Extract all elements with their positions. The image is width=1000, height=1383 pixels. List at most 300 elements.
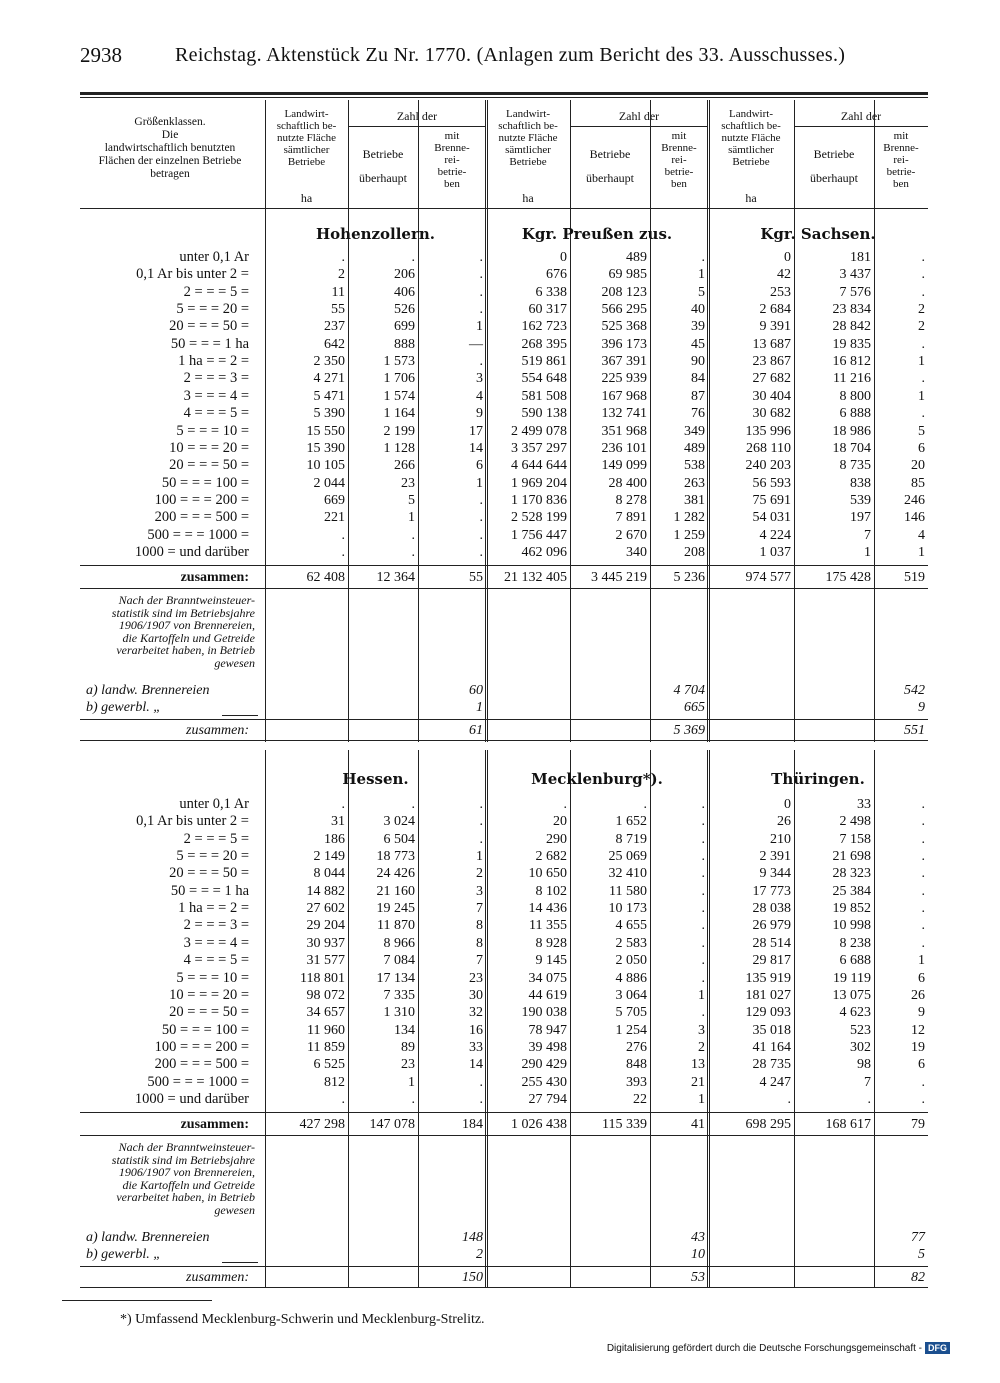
cell-area: 181 027 (745, 987, 791, 1003)
note-total-label: zusammen: (186, 1270, 249, 1286)
cell-area: 29 817 (752, 953, 791, 969)
cell-area: 642 (324, 336, 345, 352)
cell-betr: 89 (401, 1039, 415, 1055)
cell-brenn: 349 (684, 423, 705, 439)
note-total-label: zusammen: (186, 723, 249, 739)
section-bottom-rule-0 (80, 740, 928, 741)
cell-area: 28 735 (752, 1057, 791, 1073)
cell-betr: 276 (626, 1039, 647, 1055)
cell-brenn: . (479, 354, 483, 370)
cell-area: 35 018 (752, 1022, 791, 1038)
cell-betr: 8 735 (839, 458, 871, 474)
cell-betr: 149 099 (601, 458, 647, 474)
sum-betr: 115 339 (602, 1117, 647, 1133)
cell-brenn: 1 (698, 987, 705, 1003)
cell-area: 0 (560, 250, 567, 265)
cell-betr: 526 (394, 302, 415, 318)
cell-area: 60 317 (528, 302, 567, 318)
cell-brenn: 489 (684, 440, 705, 456)
cell-betr: 132 741 (601, 406, 647, 422)
cell-area: 1 756 447 (511, 527, 567, 543)
row-label: 20 = = = 50 = (169, 457, 249, 474)
cell-betr: 2 670 (615, 527, 647, 543)
cell-area: 221 (324, 510, 345, 526)
cell-betr: 13 075 (832, 987, 871, 1003)
header-bottom-rule (80, 208, 928, 209)
cell-area: 1 037 (759, 544, 791, 560)
cell-brenn: 6 (918, 440, 925, 456)
brennerei-a: 77 (911, 1230, 925, 1246)
cell-betr: 2 583 (615, 935, 647, 951)
cell-area: 11 960 (307, 1022, 345, 1038)
row-label: 1000 = und darüber (134, 1090, 249, 1107)
cell-betr: 33 (857, 797, 871, 812)
cell-brenn: . (479, 267, 483, 283)
note-a-label: a) landw. Brennereien (86, 1230, 210, 1246)
cell-brenn: . (701, 831, 705, 847)
cell-area: 676 (546, 267, 567, 283)
header-zahl-rule-1 (570, 126, 708, 127)
cell-area: . (787, 1091, 791, 1107)
cell-brenn: 40 (691, 302, 705, 318)
sum-area: 1 026 438 (511, 1117, 567, 1133)
cell-area: 17 773 (752, 883, 791, 899)
cell-brenn: . (701, 970, 705, 986)
cell-brenn: . (921, 797, 925, 812)
cell-betr: 236 101 (601, 440, 647, 456)
top-rule (80, 92, 928, 95)
sum-brenn: 519 (904, 570, 925, 586)
cell-betr: 208 123 (601, 284, 647, 300)
cell-betr: 1 652 (615, 814, 647, 830)
header-brenn-2: mit Brenne- rei- betrie- ben (883, 130, 919, 190)
cell-betr: 18 773 (376, 849, 415, 865)
brennerei-total: 61 (469, 723, 483, 739)
cell-brenn: . (479, 302, 483, 318)
brennerei-a: 43 (691, 1230, 705, 1246)
cell-area: 23 867 (752, 354, 791, 370)
cell-betr: 206 (394, 267, 415, 283)
cell-betr: 2 199 (383, 423, 415, 439)
cell-betr: 1 573 (383, 354, 415, 370)
cell-betr: 1 706 (383, 371, 415, 387)
row-label: 4 = = = 5 = (183, 952, 249, 969)
cell-brenn: . (921, 849, 925, 865)
cell-betr: 19 852 (832, 901, 871, 917)
cell-betr: 69 985 (608, 267, 647, 283)
cell-betr: 1 (408, 1074, 415, 1090)
brennerei-a: 542 (904, 683, 925, 699)
cell-brenn: 14 (469, 440, 483, 456)
cell-area: 2 528 199 (511, 510, 567, 526)
row-label: 0,1 Ar bis unter 2 = (136, 813, 249, 830)
header-area-1: Landwirt- schaftlich be- nutzte Fläche sämtlicher Betriebe (498, 108, 558, 168)
brennerei-b: 9 (918, 700, 925, 716)
cell-area: 31 577 (306, 953, 345, 969)
header-area-unit-2: ha (745, 191, 757, 205)
cell-brenn: 16 (469, 1022, 483, 1038)
cell-brenn: 23 (469, 970, 483, 986)
cell-brenn: 21 (691, 1074, 705, 1090)
cell-brenn: . (701, 883, 705, 899)
cell-area: 27 682 (752, 371, 791, 387)
cell-brenn: 20 (911, 458, 925, 474)
cell-area: 4 247 (759, 1074, 791, 1090)
cell-betr: 3 024 (383, 814, 415, 830)
row-label: 4 = = = 5 = (183, 405, 249, 422)
cell-betr: 367 391 (601, 354, 647, 370)
cell-brenn: . (921, 1091, 925, 1107)
cell-brenn: 17 (469, 423, 483, 439)
cell-area: 31 (331, 814, 345, 830)
cell-area: 162 723 (521, 319, 567, 335)
cell-area: 26 (777, 814, 791, 830)
cell-area: 27 602 (306, 901, 345, 917)
footnote-rule (62, 1300, 212, 1301)
cell-betr: 888 (394, 336, 415, 352)
cell-brenn: 381 (684, 492, 705, 508)
sum-label: zusammen: (180, 1117, 249, 1133)
digitization-notice (607, 1342, 950, 1354)
cell-brenn: 1 (918, 544, 925, 560)
row-label: 200 = = = 500 = (154, 1056, 249, 1073)
cell-area: 669 (324, 492, 345, 508)
row-label: 3 = = = 4 = (183, 387, 249, 404)
cell-brenn: . (479, 544, 483, 560)
cell-betr: 11 216 (833, 371, 871, 387)
cell-brenn: . (701, 918, 705, 934)
dfg-logo: DFG (925, 1342, 950, 1354)
cell-betr: 22 (633, 1091, 647, 1107)
row-label: 2 = = = 3 = (183, 917, 249, 934)
sum-brenn: 79 (911, 1117, 925, 1133)
cell-betr: 1 (864, 544, 871, 560)
cell-area: 11 355 (529, 918, 567, 934)
cell-betr: 28 400 (608, 475, 647, 491)
sum-brenn: 55 (469, 570, 483, 586)
note-total-rule-1 (80, 1266, 928, 1267)
page-header (80, 40, 940, 70)
section-bottom-rule-1 (80, 1287, 928, 1288)
row-label: 50 = = = 100 = (161, 474, 249, 491)
note-b-rule-1 (222, 1262, 258, 1263)
cell-betr: 7 335 (383, 987, 415, 1003)
cell-betr: 5 705 (615, 1005, 647, 1021)
cell-brenn: . (921, 267, 925, 283)
cell-brenn: 5 (918, 423, 925, 439)
cell-brenn: . (921, 250, 925, 265)
cell-area: 2 350 (313, 354, 345, 370)
cell-betr: 1 (408, 510, 415, 526)
row-label: 1 ha = = 2 = (178, 353, 249, 370)
cell-area: 15 550 (306, 423, 345, 439)
cell-betr: 18 986 (832, 423, 871, 439)
cell-betr: 266 (394, 458, 415, 474)
section-title-0-0: Hohenzollern. (315, 225, 436, 243)
cell-betr: 134 (394, 1022, 415, 1038)
cell-area: 519 861 (521, 354, 567, 370)
cell-area: 9 391 (759, 319, 791, 335)
cell-brenn: . (479, 1074, 483, 1090)
cell-brenn: 85 (911, 475, 925, 491)
cell-betr: 4 623 (839, 1005, 871, 1021)
page-number: 2938 (80, 43, 122, 67)
header-area-2: Landwirt- schaftlich be- nutzte Fläche sämtlicher Betriebe (721, 108, 781, 168)
header-size-classes: Größenklassen. Die landwirtschaftlich benutzten Flächen der einzelnen Betriebe betragen (98, 116, 242, 180)
row-label: 50 = = = 1 ha (170, 335, 249, 352)
cell-betr: 302 (850, 1039, 871, 1055)
cell-brenn: 33 (469, 1039, 483, 1055)
cell-brenn: 1 (476, 849, 483, 865)
cell-area: 462 096 (521, 544, 567, 560)
sum-betr: 12 364 (376, 570, 415, 586)
cell-betr: 2 498 (839, 814, 871, 830)
cell-betr: 2 050 (615, 953, 647, 969)
cell-area: 590 138 (521, 406, 567, 422)
cell-betr: 1 310 (383, 1005, 415, 1021)
cell-area: 255 430 (521, 1074, 567, 1090)
cell-area: 290 429 (521, 1057, 567, 1073)
cell-area: 1 969 204 (511, 475, 567, 491)
sum-area: 698 295 (745, 1117, 791, 1133)
cell-area: 6 525 (313, 1057, 345, 1073)
cell-betr: 1 574 (383, 388, 415, 404)
cell-brenn: . (921, 371, 925, 387)
cell-betr: 25 069 (608, 849, 647, 865)
cell-area: 30 682 (752, 406, 791, 422)
cell-brenn: . (921, 935, 925, 951)
cell-area: 30 404 (752, 388, 791, 404)
header-betriebe-1: Betriebe überhaupt (586, 147, 634, 185)
cell-area: 13 687 (752, 336, 791, 352)
cell-brenn: . (921, 918, 925, 934)
sum-area: 427 298 (299, 1117, 345, 1133)
cell-area: 268 395 (521, 336, 567, 352)
cell-area: 554 648 (521, 371, 567, 387)
cell-area: 41 164 (752, 1039, 791, 1055)
cell-brenn: . (701, 935, 705, 951)
row-label: 10 = = = 20 = (169, 439, 249, 456)
cell-brenn: — (469, 336, 483, 352)
cell-betr: . (411, 250, 415, 265)
cell-brenn: . (479, 831, 483, 847)
cell-area: 3 357 297 (511, 440, 567, 456)
cell-area: 2 044 (313, 475, 345, 491)
row-label: 5 = = = 20 = (176, 848, 249, 865)
cell-area: 34 657 (306, 1005, 345, 1021)
cell-betr: 21 160 (376, 883, 415, 899)
cell-area: 44 619 (528, 987, 567, 1003)
cell-brenn: 208 (684, 544, 705, 560)
cell-betr: 8 238 (839, 935, 871, 951)
cell-area: 1 170 836 (511, 492, 567, 508)
cell-betr: 340 (626, 544, 647, 560)
digitization-text: Digitalisierung gefördert durch die Deutsche Forschungsgemeinschaft - (606, 1343, 922, 1354)
cell-betr: 1 164 (383, 406, 415, 422)
cell-betr: 19 245 (376, 901, 415, 917)
sum-betr: 168 617 (825, 1117, 871, 1133)
cell-betr: 181 (850, 250, 871, 265)
row-label: unter 0,1 Ar (179, 796, 249, 812)
cell-betr: 8 719 (615, 831, 647, 847)
cell-brenn: 9 (918, 1005, 925, 1021)
cell-brenn: 263 (684, 475, 705, 491)
cell-betr: 24 426 (376, 866, 415, 882)
cell-area: 135 919 (745, 970, 791, 986)
cell-betr: 8 800 (839, 388, 871, 404)
sum-label: zusammen: (180, 570, 249, 586)
cell-area: 0 (784, 250, 791, 265)
cell-area: 190 038 (521, 1005, 567, 1021)
cell-brenn: 26 (911, 987, 925, 1003)
cell-betr: 3 437 (839, 267, 871, 283)
cell-area: 240 203 (745, 458, 791, 474)
cell-betr: 7 (864, 527, 871, 543)
cell-betr: 396 173 (601, 336, 647, 352)
cell-brenn: 3 (476, 883, 483, 899)
cell-area: 812 (324, 1074, 345, 1090)
cell-betr: 6 688 (839, 953, 871, 969)
cell-brenn: 1 (698, 267, 705, 283)
cell-betr: 539 (850, 492, 871, 508)
cell-brenn: 1 (918, 354, 925, 370)
row-label: 10 = = = 20 = (169, 986, 249, 1003)
cell-brenn: 8 (476, 918, 483, 934)
cell-brenn: 87 (691, 388, 705, 404)
cell-brenn: 1 (918, 953, 925, 969)
brennerei-total: 150 (462, 1270, 483, 1286)
sum-brenn: 184 (462, 1117, 483, 1133)
row-label: 100 = = = 200 = (154, 1038, 249, 1055)
brennerei-note: Nach der Branntweinsteuer- statistik sind im Betriebsjahre 1906/1907 von Brennereien, die Kartoffeln und Getreide verarbeitet haben, in Betrieb gewesen (111, 1140, 255, 1217)
page-title: Reichstag. Aktenstück Zu Nr. 1770. (Anlagen zum Bericht des 33. Ausschusses.) (175, 44, 846, 66)
cell-betr: 8 278 (615, 492, 647, 508)
cell-area: 0 (784, 797, 791, 812)
cell-betr: 838 (850, 475, 871, 491)
header-area-unit-0: ha (300, 191, 313, 205)
cell-area: 8 102 (535, 883, 567, 899)
cell-brenn: 19 (911, 1039, 925, 1055)
cell-area: 135 996 (745, 423, 791, 439)
cell-brenn: 3 (698, 1022, 705, 1038)
cell-area: . (341, 527, 345, 543)
cell-brenn: 39 (691, 319, 705, 335)
cell-brenn: 45 (691, 336, 705, 352)
cell-area: 237 (324, 319, 345, 335)
cell-area: 39 498 (528, 1039, 567, 1055)
cell-area: 28 038 (752, 901, 791, 917)
cell-area: 6 338 (535, 284, 567, 300)
cell-betr: 1 128 (383, 440, 415, 456)
cell-area: 29 204 (306, 918, 345, 934)
row-label: 1000 = und darüber (134, 543, 249, 560)
cell-area: 28 514 (752, 935, 791, 951)
section-title-0-2: Kgr. Sachsen. (760, 225, 876, 243)
cell-brenn: . (921, 336, 925, 352)
brennerei-a: 4 704 (673, 683, 705, 699)
cell-brenn: 246 (904, 492, 925, 508)
cell-brenn: . (701, 1005, 705, 1021)
row-label: 2 = = = 3 = (183, 370, 249, 387)
cell-area: 11 (331, 284, 345, 300)
cell-betr: 10 998 (832, 918, 871, 934)
cell-brenn: . (479, 814, 483, 830)
cell-betr: 6 888 (839, 406, 871, 422)
row-label: 20 = = = 50 = (169, 318, 249, 335)
cell-brenn: . (479, 250, 483, 265)
brennerei-b: 665 (684, 700, 705, 716)
cell-area: 4 271 (313, 371, 345, 387)
cell-area: 9 344 (759, 866, 791, 882)
brennerei-a: 60 (469, 683, 483, 699)
cell-betr: 8 966 (383, 935, 415, 951)
cell-area: 30 937 (306, 935, 345, 951)
row-label: 50 = = = 100 = (161, 1021, 249, 1038)
row-label: 5 = = = 20 = (176, 301, 249, 318)
cell-brenn: 1 (476, 475, 483, 491)
cell-betr: 23 (401, 1057, 415, 1073)
cell-area: 98 072 (306, 987, 345, 1003)
cell-area: 14 882 (306, 883, 345, 899)
brennerei-b: 5 (918, 1247, 925, 1263)
cell-brenn: 1 (918, 388, 925, 404)
note-rule-1 (80, 1135, 928, 1136)
cell-area: 55 (331, 302, 345, 318)
cell-area: 56 593 (752, 475, 791, 491)
cell-brenn: 14 (469, 1057, 483, 1073)
header-zahl-rule-0 (348, 126, 486, 127)
note-rule-0 (80, 588, 928, 589)
section-title-0-1: Kgr. Preußen zus. (521, 225, 673, 243)
cell-brenn: . (701, 814, 705, 830)
cell-area: 9 145 (535, 953, 567, 969)
cell-brenn: . (921, 284, 925, 300)
row-label: 200 = = = 500 = (154, 509, 249, 526)
brennerei-total: 82 (911, 1270, 925, 1286)
cell-betr: 4 655 (615, 918, 647, 934)
cell-betr: 5 (408, 492, 415, 508)
cell-betr: 7 576 (839, 284, 871, 300)
sum-betr: 175 428 (825, 570, 871, 586)
header-zahl-der-0: Zahl der (396, 109, 438, 123)
cell-area: 186 (324, 831, 345, 847)
cell-betr: 406 (394, 284, 415, 300)
cell-betr: 167 968 (601, 388, 647, 404)
cell-betr: . (643, 797, 647, 812)
cell-brenn: 12 (911, 1022, 925, 1038)
cell-brenn: 90 (691, 354, 705, 370)
cell-betr: . (411, 527, 415, 543)
cell-area: 75 691 (752, 492, 791, 508)
cell-brenn: . (701, 849, 705, 865)
cell-brenn: . (479, 797, 483, 812)
sum-betr: 147 078 (369, 1117, 415, 1133)
cell-area: 2 682 (535, 849, 567, 865)
cell-betr: 699 (394, 319, 415, 335)
cell-brenn: . (701, 901, 705, 917)
row-label: 100 = = = 200 = (154, 491, 249, 508)
row-label: 1 ha = = 2 = (178, 900, 249, 917)
cell-brenn: 2 (918, 302, 925, 318)
cell-area: 2 149 (313, 849, 345, 865)
cell-brenn: . (921, 883, 925, 899)
brennerei-total: 53 (691, 1270, 705, 1286)
brennerei-b: 2 (476, 1247, 483, 1263)
sum-area: 21 132 405 (504, 570, 567, 586)
cell-betr: 19 835 (832, 336, 871, 352)
cell-area: 54 031 (752, 510, 791, 526)
cell-area: 4 644 644 (511, 458, 567, 474)
